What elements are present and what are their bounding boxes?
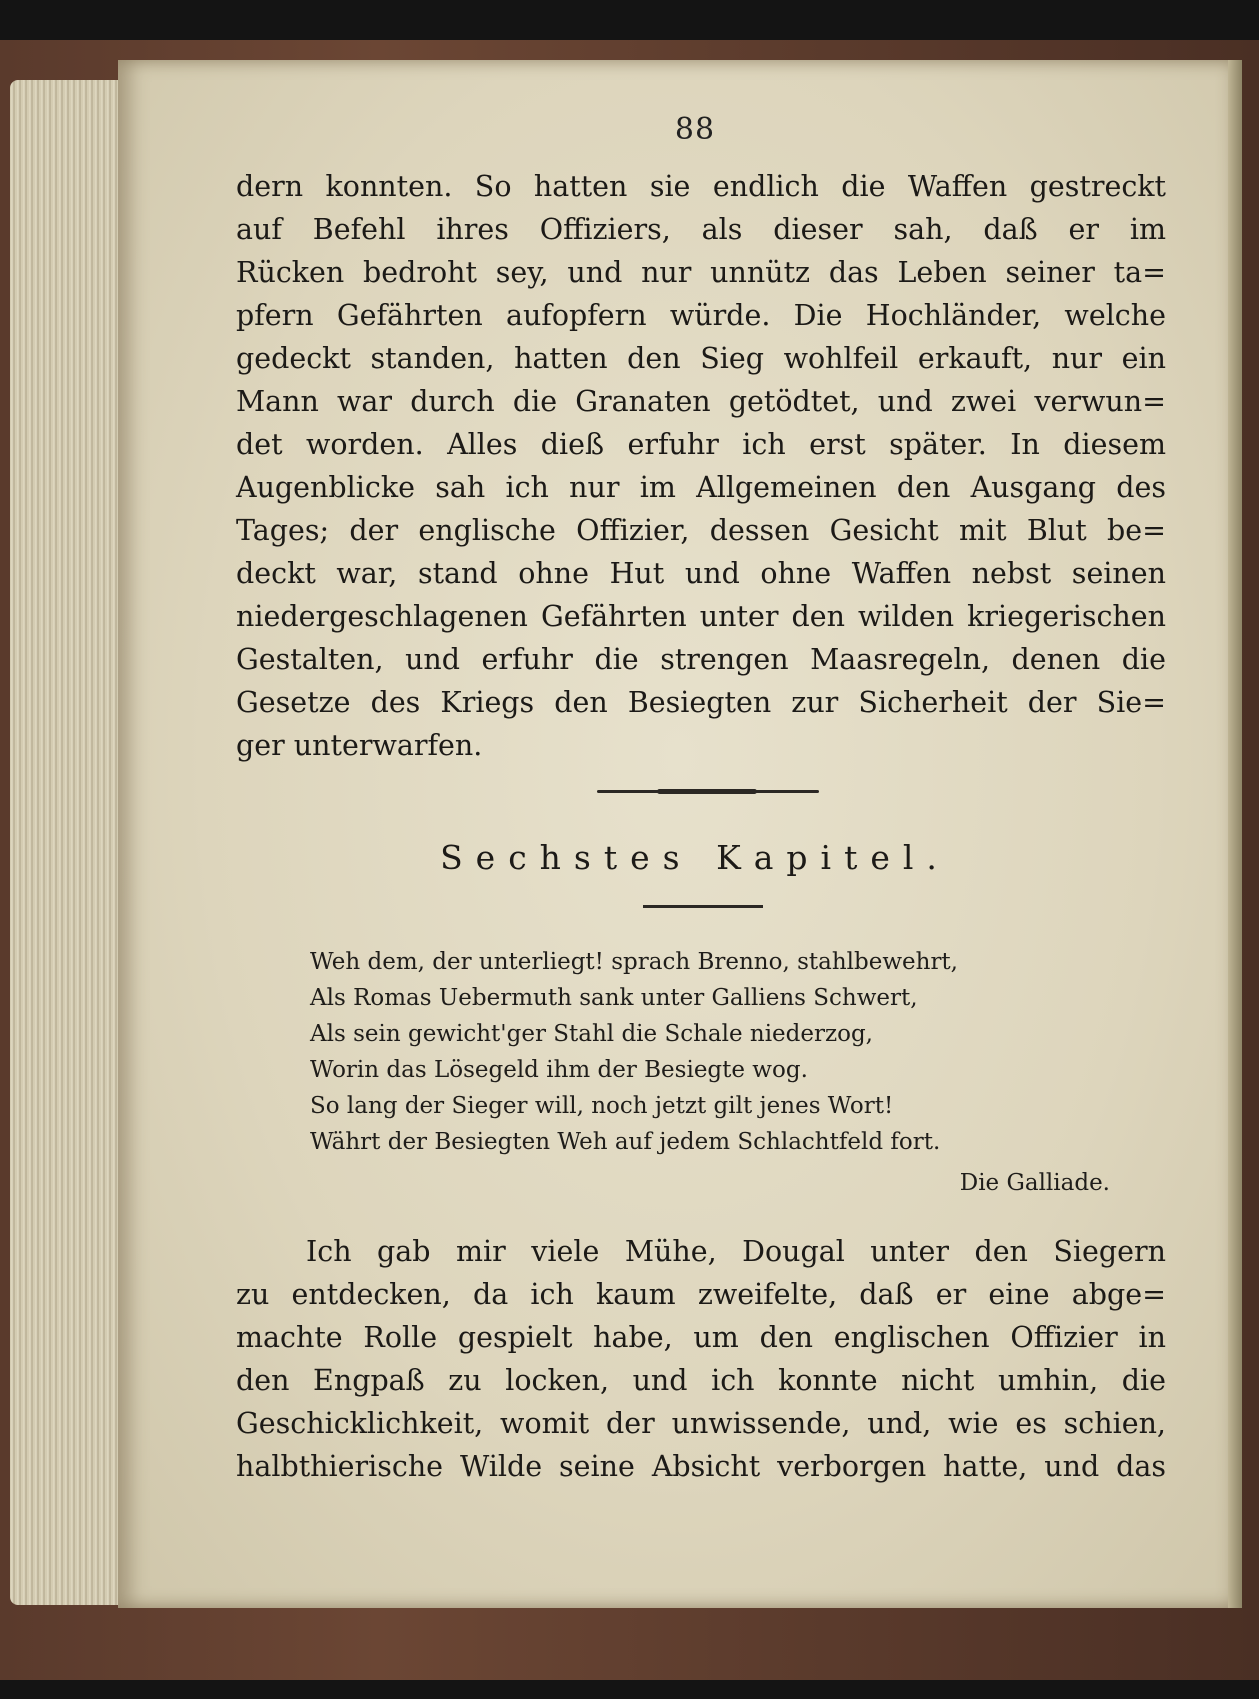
text-line: niedergeschlagenen Gefährten unter den wilden kriegerischen [236, 600, 1166, 633]
section-divider [597, 790, 819, 793]
poem-line: Als sein gewicht'ger Stahl die Schale niederzog, [310, 1021, 873, 1047]
text-line: gedeckt standen, hatten den Sieg wohlfeil erkauft, nur ein [236, 342, 1166, 375]
title-underline [643, 905, 763, 908]
text-line: ger unterwarfen. [236, 729, 483, 762]
text-line: machte Rolle gespielt habe, um den englischen Offizier in [236, 1321, 1166, 1354]
text-line: det worden. Alles dieß erfuhr ich erst später. In diesem [236, 428, 1166, 461]
text-line: Rücken bedroht sey, und nur unnütz das Leben seiner ta= [236, 256, 1166, 289]
text-line: den Engpaß zu locken, und ich konnte nicht umhin, die [236, 1364, 1166, 1397]
chapter-title: Sechstes Kapitel. [440, 838, 950, 877]
text-line: deckt war, stand ohne Hut und ohne Waffen nebst seinen [236, 557, 1166, 590]
poem-line: Weh dem, der unterliegt! sprach Brenno, stahlbewehrt, [310, 949, 958, 975]
poem-line: So lang der Sieger will, noch jetzt gilt jenes Wort! [310, 1093, 894, 1119]
text-line: pfern Gefährten aufopfern würde. Die Hochländer, welche [236, 299, 1166, 332]
text-line: dern konnten. So hatten sie endlich die Waffen gestreckt [236, 170, 1166, 203]
text-line: Gestalten, und erfuhr die strengen Maasregeln, denen die [236, 643, 1166, 676]
paragraph-2 [236, 1230, 1166, 1488]
epigraph-poem [310, 944, 1110, 1160]
page-number: 88 [674, 112, 716, 147]
text-line: Ich gab mir viele Mühe, Dougal unter den Siegern [306, 1235, 1166, 1268]
text-line: Tages; der englische Offizier, dessen Gesicht mit Blut be= [236, 514, 1166, 547]
poem-line: Als Romas Uebermuth sank unter Galliens Schwert, [310, 985, 918, 1011]
text-line: Gesetze des Kriegs den Besiegten zur Sicherheit der Sie= [236, 686, 1166, 719]
poem-line: Währt der Besiegten Weh auf jedem Schlachtfeld fort. [310, 1129, 941, 1155]
page-gutter [1228, 60, 1242, 1608]
text-line: halbthierische Wilde seine Absicht verborgen hatte, und das [236, 1450, 1166, 1483]
paragraph-1 [236, 165, 1166, 767]
page-edges [10, 80, 130, 1605]
text-line: zu entdecken, da ich kaum zweifelte, daß er eine abge= [236, 1278, 1166, 1311]
text-line: auf Befehl ihres Offiziers, als dieser sah, daß er im [236, 213, 1166, 246]
text-line: Mann war durch die Granaten getödtet, und zwei verwun= [236, 385, 1166, 418]
poem-line: Worin das Lösegeld ihm der Besiegte wog. [310, 1057, 808, 1083]
poem-source: Die Galliade. [959, 1170, 1110, 1196]
text-line: Augenblicke sah ich nur im Allgemeinen den Ausgang des [236, 471, 1166, 504]
text-line: Geschicklichkeit, womit der unwissende, und, wie es schien, [236, 1407, 1166, 1440]
